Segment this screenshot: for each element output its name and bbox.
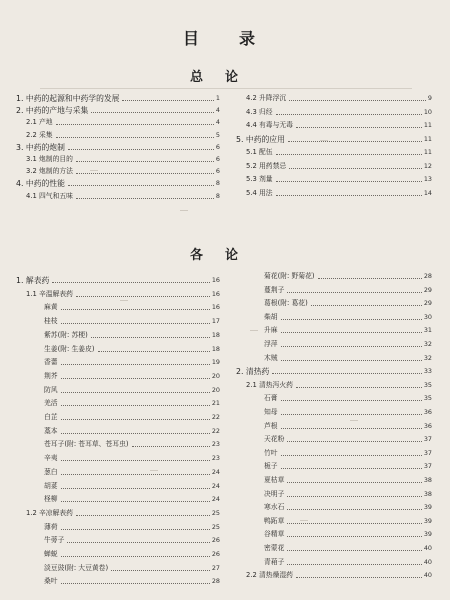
toc-entry-page-number: 40 — [423, 557, 432, 566]
divider — [40, 88, 412, 89]
dot-leader — [61, 583, 210, 584]
dot-leader — [122, 100, 213, 101]
toc-entry — [44, 468, 220, 477]
toc-entry — [44, 454, 220, 463]
toc-entry-page-number: 29 — [423, 299, 432, 308]
toc-entry-page-number: 40 — [423, 544, 432, 552]
toc-entry — [264, 394, 432, 403]
dot-leader — [61, 392, 210, 393]
toc-entry — [44, 482, 220, 491]
toc-entry — [44, 440, 220, 449]
toc-entry-label: 苍耳子(附: 苍耳草、苍耳虫) — [44, 440, 129, 449]
bleed-through-mark — [150, 470, 158, 471]
toc-entry-label: 藁本 — [44, 426, 58, 435]
toc-entry-label: 知母 — [264, 408, 278, 416]
toc-entry — [264, 449, 432, 458]
dot-leader — [61, 488, 210, 489]
toc-entry-label: 4.1 四气和五味 — [26, 191, 73, 200]
dot-leader — [91, 112, 214, 113]
toc-entry-label: 白芷 — [44, 413, 58, 421]
dot-leader — [296, 127, 422, 128]
toc-entry-page-number: 11 — [423, 148, 432, 156]
dot-leader — [67, 542, 209, 543]
bleed-through-mark — [120, 300, 128, 301]
toc-entry-label: 3.2 炮制的方法 — [26, 167, 73, 176]
toc-entry-page-number: 35 — [423, 380, 432, 389]
toc-entry-label: 2.1 产地 — [26, 118, 53, 127]
toc-entry-page-number: 8 — [215, 179, 220, 188]
toc-entry — [264, 517, 432, 526]
toc-entry-page-number: 26 — [211, 536, 220, 545]
toc-entry-label: 1. 中药的起源和中药学的发展 — [16, 94, 120, 103]
toc-entry-label: 桂枝 — [44, 317, 58, 326]
dot-leader — [61, 501, 210, 502]
toc-entry-label: 4. 中药的性能 — [16, 179, 65, 189]
toc-entry-label: 生姜(附: 生姜皮) — [44, 344, 95, 353]
toc-entry — [246, 175, 432, 184]
dot-leader — [287, 496, 421, 497]
toc-entry-label: 栀子 — [264, 462, 278, 471]
toc-entry-label: 5.4 用法 — [246, 188, 273, 197]
toc-entry — [236, 135, 432, 144]
toc-entry-label: 谷精草 — [264, 530, 285, 539]
dot-leader — [132, 446, 210, 447]
toc-entry-page-number: 38 — [423, 476, 432, 484]
toc-entry-label: 香薷 — [44, 358, 58, 367]
toc-entry — [264, 530, 432, 539]
dot-leader — [276, 114, 422, 115]
toc-entry-label: 5.2 用药禁忌 — [246, 161, 287, 170]
dot-leader — [296, 577, 422, 578]
toc-entry-page-number: 20 — [211, 371, 220, 380]
toc-entry-page-number: 40 — [423, 571, 432, 580]
toc-entry — [246, 162, 432, 171]
toc-entry-label: 寒水石 — [264, 503, 285, 512]
dot-leader — [318, 278, 422, 279]
toc-entry-page-number: 39 — [423, 503, 432, 512]
toc-entry-label: 辛夷 — [44, 454, 58, 463]
toc-entry-label: 浮萍 — [264, 340, 278, 348]
toc-entry-page-number: 28 — [423, 272, 432, 280]
toc-entry — [44, 536, 220, 545]
toc-entry-label: 木贼 — [264, 353, 278, 362]
toc-entry-page-number: 16 — [211, 276, 220, 284]
toc-entry — [44, 399, 220, 408]
toc-entry-page-number: 22 — [211, 413, 220, 421]
dot-leader — [52, 282, 210, 283]
toc-entry-label: 竹叶 — [264, 448, 278, 457]
toc-entry-page-number: 25 — [211, 508, 220, 517]
toc-entry — [264, 544, 432, 553]
dot-leader — [111, 570, 210, 571]
dot-leader — [287, 550, 421, 551]
toc-entry — [44, 317, 220, 326]
toc-entry-page-number: 6 — [215, 142, 220, 151]
toc-entry-label: 决明子 — [264, 489, 285, 498]
toc-entry-label: 芦根 — [264, 421, 278, 430]
toc-entry — [264, 462, 432, 471]
dot-leader — [287, 482, 421, 483]
toc-entry-page-number: 16 — [211, 303, 220, 312]
dot-leader — [281, 428, 422, 429]
toc-entry-page-number: 23 — [211, 440, 220, 449]
dot-leader — [287, 536, 421, 537]
toc-entry-label: 鸭跖草 — [264, 516, 285, 525]
toc-entry-page-number: 24 — [211, 467, 220, 476]
toc-entry-page-number: 16 — [211, 289, 220, 298]
dot-leader — [98, 351, 210, 352]
toc-entry-page-number: 38 — [423, 489, 432, 498]
toc-entry-label: 1.2 辛凉解表药 — [26, 508, 73, 517]
toc-entry-page-number: 33 — [423, 367, 432, 376]
toc-entry-label: 1.1 辛温解表药 — [26, 289, 73, 298]
toc-entry-page-number: 9 — [427, 94, 432, 102]
toc-entry — [16, 143, 220, 152]
toc-entry — [26, 155, 220, 164]
toc-entry — [16, 106, 220, 115]
toc-entry-label: 密蒙花 — [264, 544, 285, 552]
dot-leader — [287, 509, 421, 510]
dot-leader — [76, 198, 214, 199]
toc-entry-page-number: 8 — [215, 191, 220, 200]
toc-entry-page-number: 18 — [211, 344, 220, 353]
toc-entry — [246, 121, 432, 130]
toc-entry-page-number: 37 — [423, 435, 432, 444]
toc-entry — [44, 345, 220, 354]
dot-leader — [276, 181, 422, 182]
dot-leader — [76, 296, 210, 297]
dot-leader — [68, 185, 214, 186]
toc-entry — [44, 495, 220, 504]
toc-entry-page-number: 39 — [423, 530, 432, 539]
toc-entry — [264, 313, 432, 322]
dot-leader — [296, 387, 422, 388]
bleed-through-mark — [320, 140, 328, 141]
toc-entry — [16, 179, 220, 188]
toc-entry-page-number: 18 — [211, 330, 220, 339]
dot-leader — [289, 168, 422, 169]
toc-entry-label: 石膏 — [264, 394, 278, 403]
toc-entry-page-number: 6 — [215, 155, 220, 163]
toc-entry — [264, 435, 432, 444]
toc-entry-page-number: 36 — [423, 408, 432, 416]
toc-entry-label: 5. 中药的应用 — [236, 134, 285, 144]
toc-entry-page-number: 37 — [423, 462, 432, 471]
toc-entry-label: 柽柳 — [44, 495, 58, 504]
toc-entry-label: 防风 — [44, 385, 58, 394]
dot-leader — [61, 433, 210, 434]
dot-leader — [289, 100, 426, 101]
toc-entry — [44, 413, 220, 422]
dot-leader — [61, 529, 210, 530]
toc-entry-page-number: 11 — [423, 121, 432, 129]
dot-leader — [61, 405, 210, 406]
dot-leader — [76, 173, 214, 174]
toc-entry — [264, 422, 432, 431]
toc-entry-page-number: 21 — [211, 399, 220, 408]
bleed-through-mark — [250, 330, 258, 331]
toc-entry — [264, 272, 432, 281]
toc-entry-label: 薄荷 — [44, 522, 58, 531]
dot-leader — [61, 556, 210, 557]
bleed-through-mark — [300, 520, 308, 521]
toc-entry — [26, 167, 220, 176]
toc-entry-page-number: 32 — [423, 353, 432, 362]
section-heading-specific: 各论 — [189, 248, 260, 263]
toc-entry-page-number: 11 — [423, 134, 432, 143]
dot-leader — [91, 337, 210, 338]
toc-entry — [44, 427, 220, 436]
toc-entry-label: 2. 清热药 — [236, 367, 270, 377]
toc-entry-page-number: 10 — [423, 107, 432, 116]
dot-leader — [281, 332, 422, 333]
toc-entry-label: 5.3 剂量 — [246, 175, 273, 183]
toc-entry — [264, 354, 432, 363]
toc-entry — [26, 118, 220, 127]
toc-entry-page-number: 12 — [423, 161, 432, 170]
toc-entry — [44, 550, 220, 559]
toc-entry — [236, 367, 432, 376]
toc-entry-label: 淡豆豉(附: 大豆黄卷) — [44, 563, 109, 572]
toc-entry-page-number: 24 — [211, 495, 220, 504]
dot-leader — [281, 360, 422, 361]
dot-leader — [281, 414, 422, 415]
toc-entry — [26, 509, 220, 518]
dot-leader — [281, 346, 422, 347]
dot-leader — [61, 474, 210, 475]
toc-entry-page-number: 19 — [211, 358, 220, 367]
toc-entry — [26, 192, 220, 201]
toc-entry-page-number: 6 — [215, 167, 220, 176]
toc-entry-label: 羌活 — [44, 399, 58, 408]
toc-entry — [44, 577, 220, 586]
toc-entry-label: 蔓荆子 — [264, 285, 285, 294]
dot-leader — [61, 364, 210, 365]
dot-leader — [76, 515, 210, 516]
page-title: 目 录 — [182, 29, 267, 48]
dot-leader — [287, 292, 421, 293]
toc-entry-page-number: 39 — [423, 516, 432, 525]
toc-entry — [246, 571, 432, 580]
dot-leader — [56, 137, 214, 138]
bleed-through-mark — [350, 420, 358, 421]
toc-entry-label: 4.4 有毒与无毒 — [246, 121, 293, 129]
toc-entry — [44, 372, 220, 381]
dot-leader — [281, 468, 422, 469]
toc-entry-page-number: 36 — [423, 421, 432, 430]
toc-entry — [26, 290, 220, 299]
toc-entry-page-number: 35 — [423, 394, 432, 403]
dot-leader — [287, 523, 421, 524]
toc-entry — [246, 381, 432, 390]
toc-entry-page-number: 27 — [211, 563, 220, 572]
toc-entry — [264, 558, 432, 567]
toc-entry — [264, 408, 432, 417]
toc-entry-page-number: 23 — [211, 454, 220, 463]
toc-entry-page-number: 31 — [423, 326, 432, 335]
toc-entry — [16, 94, 220, 103]
toc-entry — [264, 299, 432, 308]
bleed-through-mark — [90, 170, 98, 171]
dot-leader — [61, 460, 210, 461]
toc-entry — [264, 503, 432, 512]
toc-entry-page-number: 4 — [215, 106, 220, 115]
toc-entry — [264, 476, 432, 485]
toc-entry-label: 柴胡 — [264, 312, 278, 321]
toc-entry — [16, 276, 220, 285]
toc-entry-label: 青葙子 — [264, 557, 285, 566]
toc-entry-page-number: 28 — [211, 577, 220, 586]
toc-entry — [264, 326, 432, 335]
toc-entry-page-number: 1 — [215, 94, 220, 102]
toc-entry-label: 1. 解表药 — [16, 276, 50, 285]
dot-leader — [76, 161, 214, 162]
toc-entry-page-number: 4 — [215, 118, 220, 127]
toc-entry-page-number: 22 — [211, 426, 220, 435]
toc-entry-label: 麻黄 — [44, 303, 58, 312]
toc-entry — [246, 108, 432, 117]
toc-entry-label: 4.3 归经 — [246, 107, 273, 116]
dot-leader — [281, 400, 422, 401]
toc-entry — [246, 94, 432, 103]
dot-leader — [281, 319, 422, 320]
toc-entry-page-number: 29 — [423, 285, 432, 294]
dot-leader — [61, 309, 210, 310]
dot-leader — [61, 419, 210, 420]
toc-entry-label: 菊花(附: 野菊花) — [264, 272, 315, 280]
dot-leader — [288, 141, 422, 142]
dot-leader — [61, 323, 210, 324]
toc-entry-label: 4.2 升降浮沉 — [246, 94, 287, 102]
toc-entry — [264, 490, 432, 499]
toc-entry-label: 夏枯草 — [264, 476, 285, 484]
toc-entry — [264, 286, 432, 295]
dot-leader — [68, 149, 214, 150]
toc-entry-page-number: 30 — [423, 312, 432, 321]
toc-entry — [44, 523, 220, 532]
toc-entry-label: 牛蒡子 — [44, 536, 65, 545]
toc-entry-label: 葱白 — [44, 467, 58, 476]
toc-entry-label: 荆芥 — [44, 371, 58, 380]
toc-entry-label: 升麻 — [264, 326, 278, 335]
dot-leader — [287, 441, 421, 442]
toc-entry-page-number: 32 — [423, 340, 432, 348]
toc-entry-label: 2.2 采集 — [26, 130, 53, 139]
toc-entry — [44, 386, 220, 395]
toc-entry-label: 2. 中药的产地与采集 — [16, 106, 89, 116]
toc-entry — [44, 331, 220, 340]
toc-entry-label: 天花粉 — [264, 435, 285, 444]
toc-entry-label: 胡荽 — [44, 481, 58, 490]
dot-leader — [281, 455, 422, 456]
toc-entry-page-number: 24 — [211, 481, 220, 490]
dot-leader — [61, 378, 210, 379]
toc-entry-page-number: 20 — [211, 385, 220, 394]
toc-entry-page-number: 5 — [215, 130, 220, 139]
toc-entry — [44, 564, 220, 573]
toc-entry — [26, 131, 220, 140]
dot-leader — [272, 373, 422, 374]
toc-entry-label: 2.1 清热泻火药 — [246, 380, 293, 389]
toc-entry — [264, 340, 432, 349]
toc-entry-label: 2.2 清热燥湿药 — [246, 571, 293, 580]
toc-entry-page-number: 37 — [423, 448, 432, 457]
toc-entry-label: 桑叶 — [44, 577, 58, 586]
dot-leader — [56, 124, 214, 125]
toc-entry — [246, 148, 432, 157]
dot-leader — [287, 564, 421, 565]
bleed-through-mark — [180, 210, 188, 211]
section-heading-general: 总论 — [189, 70, 260, 85]
toc-entry-label: 3. 中药的炮制 — [16, 142, 65, 152]
toc-entry-page-number: 26 — [211, 550, 220, 558]
dot-leader — [311, 305, 422, 306]
toc-entry-page-number: 13 — [423, 175, 432, 183]
toc-entry-label: 蝉蜕 — [44, 550, 58, 558]
toc-entry-label: 5.1 配伍 — [246, 148, 273, 156]
toc-entry-label: 紫苏(附: 苏梗) — [44, 330, 88, 339]
toc-entry-page-number: 17 — [211, 317, 220, 326]
toc-entry-label: 3.1 炮制的目的 — [26, 155, 73, 163]
toc-entry — [44, 303, 220, 312]
dot-leader — [276, 154, 422, 155]
toc-entry — [44, 358, 220, 367]
dot-leader — [276, 195, 422, 196]
toc-entry — [246, 189, 432, 198]
toc-entry-page-number: 14 — [423, 188, 432, 197]
toc-entry-page-number: 25 — [211, 522, 220, 531]
toc-entry-label: 葛根(附: 葛花) — [264, 299, 308, 308]
